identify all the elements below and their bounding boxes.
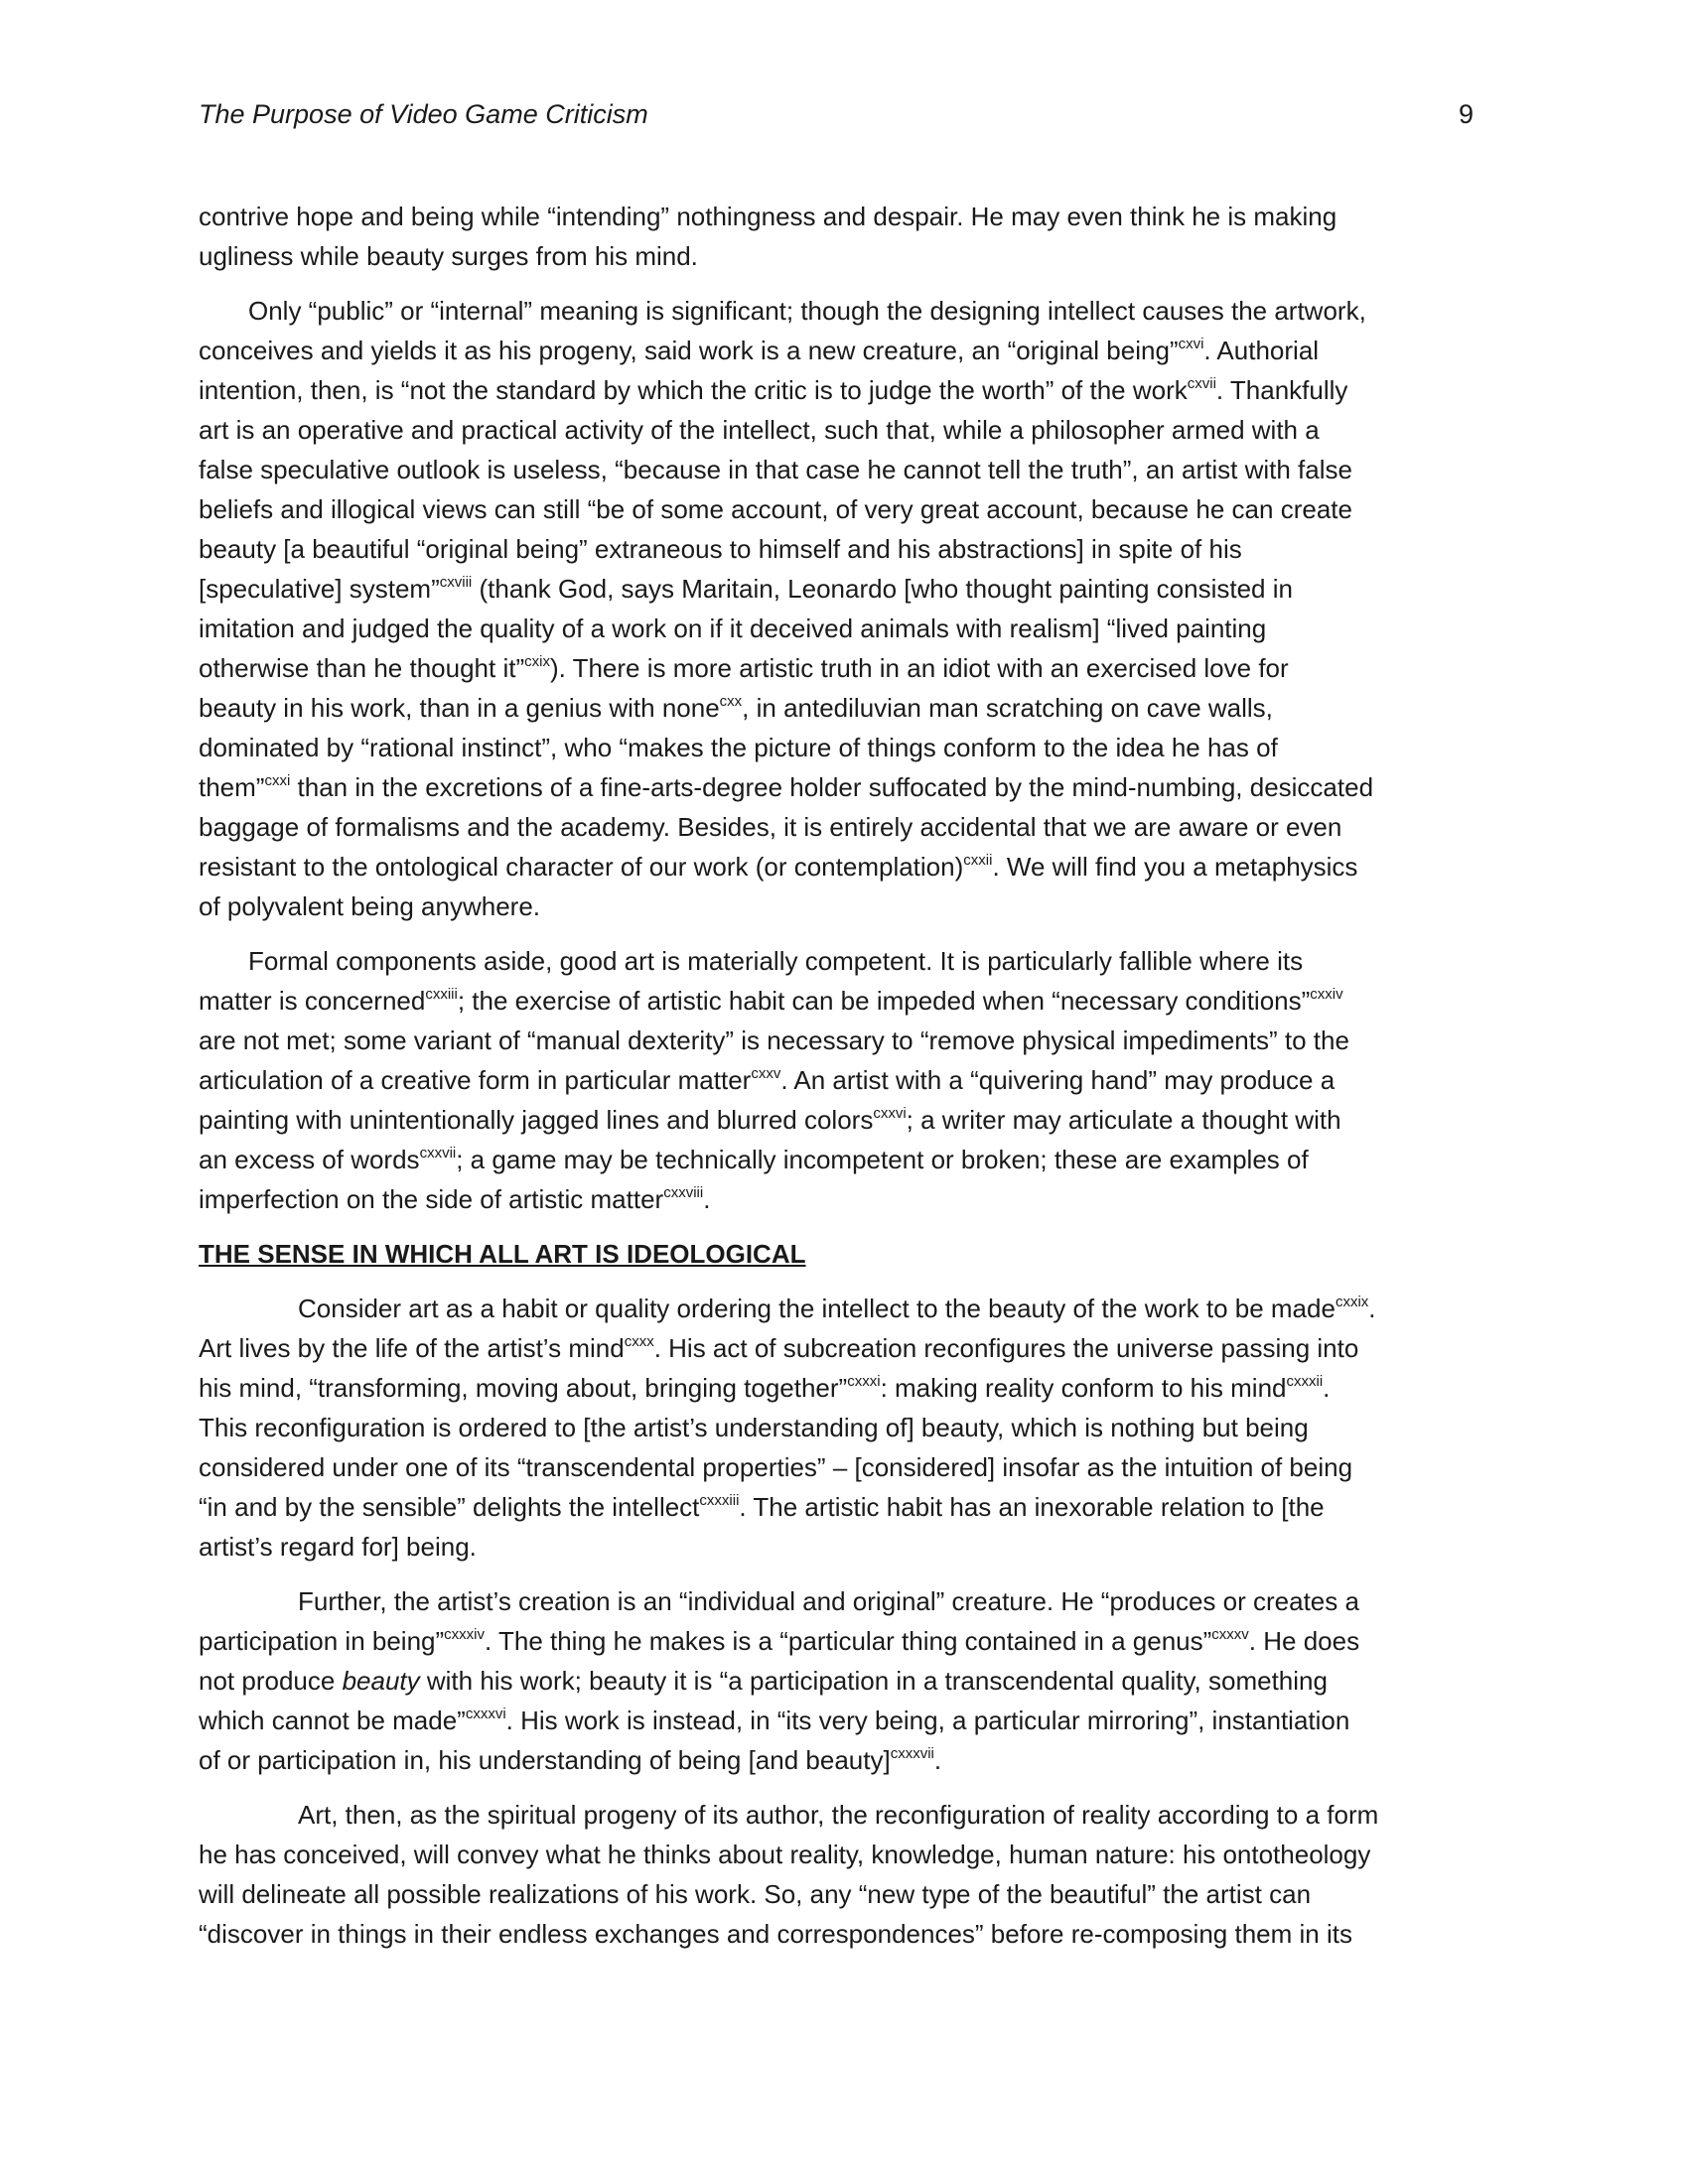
text-segment: he has conceived, will convey what he thinks about reality, knowledge, human nature: his ontotheology <box>199 1840 1371 1869</box>
footnote-reference: cxxiv <box>1310 986 1343 1003</box>
footnote-reference: cxxv <box>751 1065 781 1082</box>
paragraph <box>199 1795 1479 1954</box>
text-line <box>199 569 1479 609</box>
text-segment: This reconfiguration is ordered to [the artist’s understanding of] beauty, which is nothing but being <box>199 1413 1309 1442</box>
running-header <box>199 99 1474 130</box>
paragraph <box>199 941 1479 1219</box>
text-segment: beauty in his work, than in a genius with none <box>199 693 720 723</box>
text-segment: them” <box>199 772 265 802</box>
text-segment: of or participation in, his understanding of being [and beauty] <box>199 1745 891 1775</box>
text-line <box>199 767 1479 807</box>
text-segment: ; a game may be technically incompetent or broken; these are examples of <box>456 1145 1309 1174</box>
text-line <box>199 1661 1479 1701</box>
text-line <box>199 1914 1479 1954</box>
text-line <box>199 450 1479 489</box>
text-line <box>199 1621 1479 1661</box>
text-segment: beliefs and illogical views can still “be of some account, of very great account, because he can create <box>199 494 1352 524</box>
text-line <box>199 847 1479 887</box>
footnote-reference: cxix <box>524 653 550 670</box>
paragraph <box>199 291 1479 926</box>
text-segment: . <box>703 1184 711 1214</box>
footnote-reference: cxxi <box>264 772 291 789</box>
text-line <box>199 1021 1479 1060</box>
text-segment: . His work is instead, in “its very being, a particular mirroring”, instantiation <box>505 1706 1350 1735</box>
text-segment: resistant to the ontological character of our work (or contemplation) <box>199 852 964 882</box>
text-line <box>199 981 1479 1021</box>
text-segment: considered under one of its “transcendental properties” – [considered] insofar as the intuition of being <box>199 1452 1353 1482</box>
text-segment: conceives and yields it as his progeny, said work is a new creature, an “original being” <box>199 336 1179 365</box>
text-segment: , in antediluvian man scratching on cave walls, <box>742 693 1273 723</box>
text-segment: art is an operative and practical activity of the intellect, such that, while a philosopher armed with a <box>199 415 1320 445</box>
footnote-reference: cxxiii <box>425 986 458 1003</box>
footnote-reference: cxxvi <box>873 1105 907 1122</box>
footnote-reference: cxxxi <box>847 1373 881 1390</box>
text-segment: articulation of a creative form in particular matter <box>199 1065 752 1095</box>
text-segment: . <box>1323 1373 1331 1403</box>
text-segment: . <box>933 1745 942 1775</box>
text-segment: beauty [a beautiful “original being” extraneous to himself and his abstractions] in spite of his <box>199 534 1242 564</box>
text-line <box>199 807 1479 847</box>
text-segment: . The artistic habit has an inexorable relation to [the <box>739 1492 1325 1522</box>
text-segment: Only “public” or “internal” meaning is significant; though the designing intellect causes the artwork, <box>248 296 1366 326</box>
text-segment: baggage of formalisms and the academy. Besides, it is entirely accidental that we are aware or even <box>199 812 1342 842</box>
footnote-reference: cxxvii <box>419 1145 457 1161</box>
text-segment: otherwise than he thought it” <box>199 653 525 683</box>
text-segment: which cannot be made” <box>199 1706 466 1735</box>
text-line <box>199 1060 1479 1100</box>
footnote-reference: cxviii <box>439 574 473 591</box>
text-line <box>199 370 1479 410</box>
text-segment: participation in being” <box>199 1626 445 1656</box>
footnote-reference: cxxix <box>1335 1294 1369 1310</box>
text-segment: are not met; some variant of “manual dexterity” is necessary to “remove physical impediments” to the <box>199 1025 1349 1055</box>
text-segment: Consider art as a habit or quality ordering the intellect to the beauty of the work to be made <box>298 1294 1336 1323</box>
text-segment: . His act of subcreation reconfigures the universe passing into <box>653 1333 1359 1363</box>
text-segment: Art lives by the life of the artist’s mind <box>199 1333 625 1363</box>
text-line <box>199 1581 1479 1621</box>
footnote-reference: cxxxiii <box>699 1492 740 1509</box>
text-segment: [speculative] system” <box>199 574 440 604</box>
text-line <box>199 1701 1479 1740</box>
text-line <box>199 1328 1479 1368</box>
text-line <box>199 1447 1479 1487</box>
text-segment: not produce <box>199 1666 343 1696</box>
text-line <box>199 489 1479 529</box>
text-line <box>199 1874 1479 1914</box>
text-line <box>199 197 1479 236</box>
footnote-reference: cxvi <box>1178 336 1204 352</box>
text-line <box>199 1140 1479 1179</box>
text-line <box>199 1527 1479 1567</box>
text-segment: imperfection on the side of artistic matter <box>199 1184 664 1214</box>
text-segment: . <box>1368 1294 1376 1323</box>
text-segment: imitation and judged the quality of a work on if it deceived animals with realism] “lived painting <box>199 614 1267 643</box>
footnote-reference: cxxxvii <box>890 1745 934 1762</box>
document-title: The Purpose of Video Game Criticism <box>199 99 648 129</box>
text-line <box>199 1795 1479 1835</box>
text-line <box>199 609 1479 648</box>
text-line <box>199 1179 1479 1219</box>
text-line <box>199 1740 1479 1780</box>
document-body <box>199 197 1479 1969</box>
text-line <box>199 1487 1479 1527</box>
text-line <box>199 728 1479 767</box>
text-segment: than in the excretions of a fine-arts-degree holder suffocated by the mind-numbing, desiccated <box>290 772 1374 802</box>
text-segment: ). There is more artistic truth in an idiot with an exercised love for <box>549 653 1289 683</box>
text-segment: ; a writer may articulate a thought with <box>906 1105 1341 1135</box>
emphasis: beauty <box>342 1666 420 1696</box>
paragraph <box>199 1289 1479 1567</box>
text-segment: . An artist with a “quivering hand” may produce a <box>780 1065 1336 1095</box>
footnote-reference: cxxx <box>624 1333 654 1350</box>
text-segment: “discover in things in their endless exchanges and correspondences” before re-composing them in its <box>199 1919 1352 1949</box>
text-segment: Formal components aside, good art is materially competent. It is particularly fallible where its <box>248 946 1304 976</box>
text-line <box>199 410 1479 450</box>
footnote-reference: cxxxvi <box>465 1706 506 1722</box>
text-segment: artist’s regard for] being. <box>199 1532 477 1562</box>
text-line <box>199 1100 1479 1140</box>
text-line <box>199 1835 1479 1874</box>
footnote-reference: cxx <box>719 693 743 710</box>
text-segment: Further, the artist’s creation is an “individual and original” creature. He “produces or creates a <box>298 1586 1359 1616</box>
text-segment: an excess of words <box>199 1145 420 1174</box>
text-segment: contrive hope and being while “intending” nothingness and despair. He may even think he is making <box>199 202 1337 231</box>
footnote-reference: cxxxv <box>1211 1626 1249 1643</box>
text-segment: dominated by “rational instinct”, who “makes the picture of things conform to the idea he has of <box>199 733 1278 762</box>
footnote-reference: cxvii <box>1187 375 1216 392</box>
footnote-reference: cxxii <box>963 852 993 869</box>
text-segment: ; the exercise of artistic habit can be impeded when “necessary conditions” <box>457 986 1311 1016</box>
text-segment: matter is concerned <box>199 986 426 1016</box>
text-segment: ugliness while beauty surges from his mind. <box>199 241 698 271</box>
text-segment: his mind, “transforming, moving about, bringing together” <box>199 1373 848 1403</box>
text-segment: intention, then, is “not the standard by which the critic is to judge the worth” of the work <box>199 375 1188 405</box>
text-segment: “in and by the sensible” delights the intellect <box>199 1492 700 1522</box>
text-segment: Art, then, as the spiritual progeny of its author, the reconfiguration of reality according to a form <box>298 1800 1379 1830</box>
text-segment: painting with unintentionally jagged lines and blurred colors <box>199 1105 874 1135</box>
text-segment: . He does <box>1248 1626 1360 1656</box>
footnote-reference: cxxviii <box>663 1184 704 1201</box>
text-segment: false speculative outlook is useless, “because in that case he cannot tell the truth”, an artist with false <box>199 455 1352 484</box>
text-line <box>199 887 1479 926</box>
text-segment: . We will find you a metaphysics <box>992 852 1358 882</box>
text-line <box>199 236 1479 276</box>
text-line <box>199 648 1479 688</box>
text-segment: will delineate all possible realizations of his work. So, any “new type of the beautiful” the artist can <box>199 1879 1312 1909</box>
text-segment: . Thankfully <box>1215 375 1348 405</box>
text-line <box>199 331 1479 370</box>
text-segment: : making reality conform to his mind <box>880 1373 1287 1403</box>
footnote-reference: cxxxiv <box>444 1626 485 1643</box>
footnote-reference: cxxxii <box>1286 1373 1324 1390</box>
text-segment: with his work; beauty it is “a participation in a transcendental quality, something <box>419 1666 1328 1696</box>
text-segment: (thank God, says Maritain, Leonardo [who thought painting consisted in <box>472 574 1293 604</box>
text-segment: . The thing he makes is a “particular thing contained in a genus” <box>485 1626 1212 1656</box>
text-segment: of polyvalent being anywhere. <box>199 891 541 921</box>
text-line <box>199 941 1479 981</box>
text-line <box>199 529 1479 569</box>
text-line <box>199 1289 1479 1328</box>
paragraph <box>199 1581 1479 1780</box>
text-line <box>199 688 1479 728</box>
paragraph <box>199 197 1479 276</box>
text-segment: . Authorial <box>1203 336 1320 365</box>
section-heading: THE SENSE IN WHICH ALL ART IS IDEOLOGICAL <box>199 1239 806 1269</box>
text-line <box>199 1368 1479 1408</box>
page-number: 9 <box>1458 99 1474 129</box>
text-line <box>199 1408 1479 1447</box>
text-line <box>199 291 1479 331</box>
